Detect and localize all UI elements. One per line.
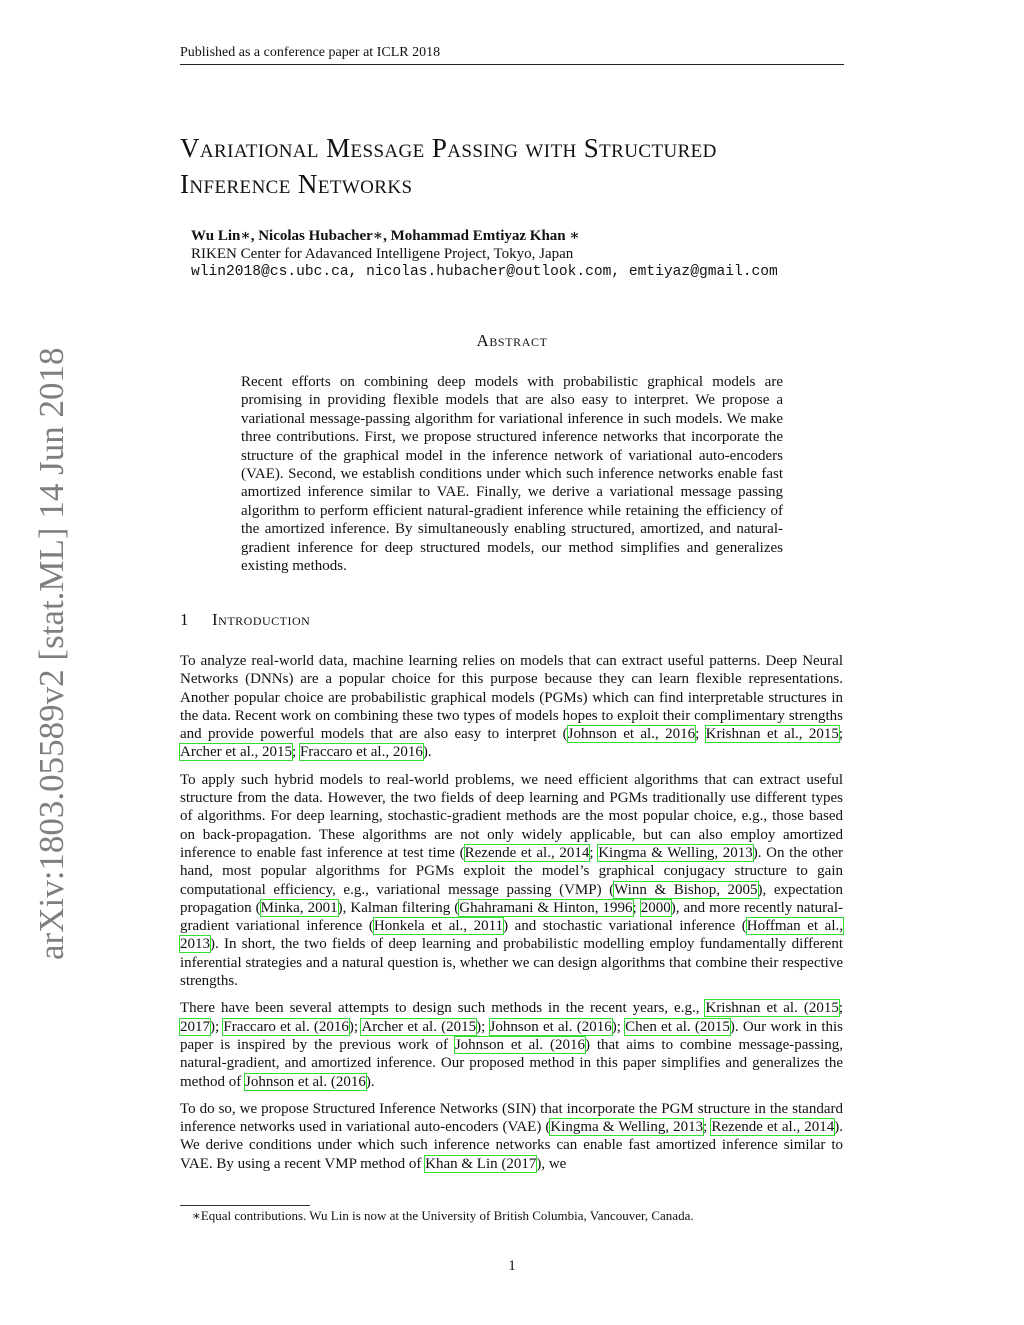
citation-link[interactable]: Archer et al. (2015: [361, 1018, 477, 1035]
paragraph-text: To analyze real-world data, machine learning relies on models that can extract useful patterns. Deep Neural Networks (DNNs) are a popular choice for this purpose because they can learn flexible representations. Another popular choice are probabilistic graphical models (PGMs) which can find interpretable structures in the data. Recent work on combining these two types of models hopes to exploit their complimentary strengths and provide powerful models that are also easy to interpret (: [180, 653, 843, 743]
paragraph-text: ). In short, the two fields of deep learning and probabilistic modelling employ fundamentally different inferential strategies and a natural question is, whether we can design algorithms that combine their respective strengths.: [180, 936, 843, 990]
paragraph-text: ;: [838, 726, 844, 743]
citation-link[interactable]: 2017: [180, 1018, 210, 1035]
paragraph-text: ). Our work in this paper is inspired by the previous work of: [180, 1018, 843, 1053]
paragraph-text: ) and stochastic variational inference (: [503, 918, 747, 935]
author-block: [191, 227, 891, 281]
paragraph-text: ;: [703, 1119, 712, 1136]
citation-link[interactable]: Honkela et al., 2011: [373, 918, 504, 935]
citation-link[interactable]: Fraccaro et al. (2016: [223, 1018, 349, 1035]
abstract-heading: Abstract: [476, 331, 548, 350]
section-heading: [180, 610, 310, 630]
citation-link[interactable]: Ghahramani & Hinton, 1996: [459, 899, 633, 916]
citation-link[interactable]: Johnson et al. (2016: [489, 1018, 612, 1035]
author-emails: wlin2018@cs.ubc.ca, nicolas.hubacher@outlook.com, emtiyaz@gmail.com: [191, 264, 778, 280]
section-body: [180, 652, 843, 1182]
paragraph-text: );: [348, 1018, 362, 1035]
title-line-1: Variational Message Passing with Structured: [180, 133, 717, 163]
paragraph-text: ;: [589, 844, 599, 861]
citation-link[interactable]: Winn & Bishop, 2005: [614, 881, 758, 898]
citation-link[interactable]: Khan & Lin (2017: [425, 1155, 537, 1172]
paragraph: [180, 1100, 843, 1173]
abstract-text: Recent efforts on combining deep models with probabilistic graphical models are promising in providing flexible models that are also easy to interpret. We propose a variational message-passing algorithm for variational inference in such models. We make three contributions. First, we propose structured inference networks that incorporate the structure of the graphical model in the inference network of variational auto-encoders (VAE). Second, we establish conditions under which such inference networks enable fast amortized inference similar to VAE. Finally, we derive a variational message passing algorithm to perform efficient natural-gradient inference while retaining the efficiency of the amortized inference. By simultaneously enabling structured, amortized, and natural-gradient inference for deep structured models, our method simplifies and generalizes existing methods.: [241, 374, 783, 575]
citation-link[interactable]: Hoffman et al., 2013: [180, 918, 843, 953]
citation-link[interactable]: Chen et al. (2015: [625, 1018, 730, 1035]
paragraph: [180, 771, 843, 991]
citation-link[interactable]: Krishnan et al. (2015: [705, 1000, 839, 1017]
citation-link[interactable]: Johnson et al. (2016: [245, 1073, 366, 1090]
citation-link[interactable]: Krishnan et al., 2015: [705, 726, 839, 743]
paragraph-text: ) that aims to combine message-passing, natural-gradient, and amortized inference. Our proposed method in this paper simplifies and generalizes the method of: [180, 1036, 843, 1090]
author-names: Wu Lin∗, Nicolas Hubacher∗, Mohammad Emtiyaz Khan ∗: [191, 228, 580, 244]
paragraph-text: ;: [838, 1000, 843, 1017]
paragraph: [180, 652, 843, 762]
paragraph-text: );: [611, 1018, 626, 1035]
paragraph-text: To apply such hybrid models to real-world problems, we need efficient algorithms that can extract useful structure from the data. However, the two fields of deep learning and PGMs traditionally use different types of algorithms. For deep learning, stochastic-gradient methods are the most popular choice, e.g., those based on back-propagation. These algorithms are not only widely applicable, but can also employ amortized inference to enable fast inference at test time (: [180, 771, 843, 861]
paragraph-text: ), expectation propagation (: [180, 881, 843, 916]
paragraph-text: ).: [365, 1073, 375, 1090]
paragraph-text: ). On the other hand, most popular algorithms for PGMs exploit the model’s graphical conjugacy structure to gain computational efficiency, e.g., variational message passing (VMP) (: [180, 844, 843, 898]
page-number: 1: [508, 1258, 516, 1274]
running-header: Published as a conference paper at ICLR 2018: [180, 44, 844, 65]
citation-link[interactable]: Johnson et al. (2016: [454, 1036, 585, 1053]
arxiv-stamp: arXiv:1803.05589v2 [stat.ML] 14 Jun 2018: [32, 347, 71, 960]
paragraph-text: ). We derive conditions under which such inference networks can enable fast amortized inference similar to VAE. By using a recent VMP method of: [180, 1119, 843, 1172]
paragraph-text: );: [210, 1018, 224, 1035]
paragraph: [180, 999, 843, 1090]
title-line-2: Inference Networks: [180, 169, 413, 199]
citation-link[interactable]: 2000: [640, 899, 671, 916]
paragraph-text: ;: [695, 726, 706, 743]
citation-link[interactable]: Kingma & Welling, 2013: [598, 844, 753, 861]
paragraph-text: There have been several attempts to design such methods in the recent years, e.g.,: [180, 1000, 706, 1017]
paragraph-text: ;: [632, 899, 641, 916]
citation-link[interactable]: Rezende et al., 2014: [464, 844, 590, 861]
paragraph-text: To do so, we propose Structured Inference Networks (SIN) that incorporate the PGM structure in the standard inference networks used in variational auto-encoders (VAE) (: [180, 1100, 843, 1136]
paragraph-text: ;: [292, 744, 300, 761]
paper-title: [180, 130, 860, 202]
citation-link[interactable]: Kingma & Welling, 2013: [550, 1119, 704, 1136]
affiliation: RIKEN Center for Adavanced Intelligene Project, Tokyo, Japan: [191, 246, 574, 262]
paragraph-text: ), we: [536, 1155, 567, 1172]
paragraph-text: ), Kalman filtering (: [337, 899, 460, 916]
section-number: 1: [180, 610, 189, 629]
citation-link[interactable]: Rezende et al., 2014: [711, 1119, 835, 1136]
paragraph-text: ), and more recently natural-gradient variational inference (: [180, 899, 843, 935]
citation-link[interactable]: Johnson et al., 2016: [567, 726, 696, 743]
citation-link[interactable]: Fraccaro et al., 2016: [299, 744, 423, 761]
citation-link[interactable]: Archer et al., 2015: [180, 744, 293, 761]
section-title: Introduction: [212, 610, 311, 629]
footnote-rule: [180, 1205, 310, 1206]
paragraph-text: );: [476, 1018, 490, 1035]
footnote: ∗Equal contributions. Wu Lin is now at the University of British Columbia, Vancouver, Canada.: [192, 1208, 694, 1223]
paragraph-text: ).: [422, 744, 432, 761]
citation-link[interactable]: Minka, 2001: [260, 899, 338, 916]
